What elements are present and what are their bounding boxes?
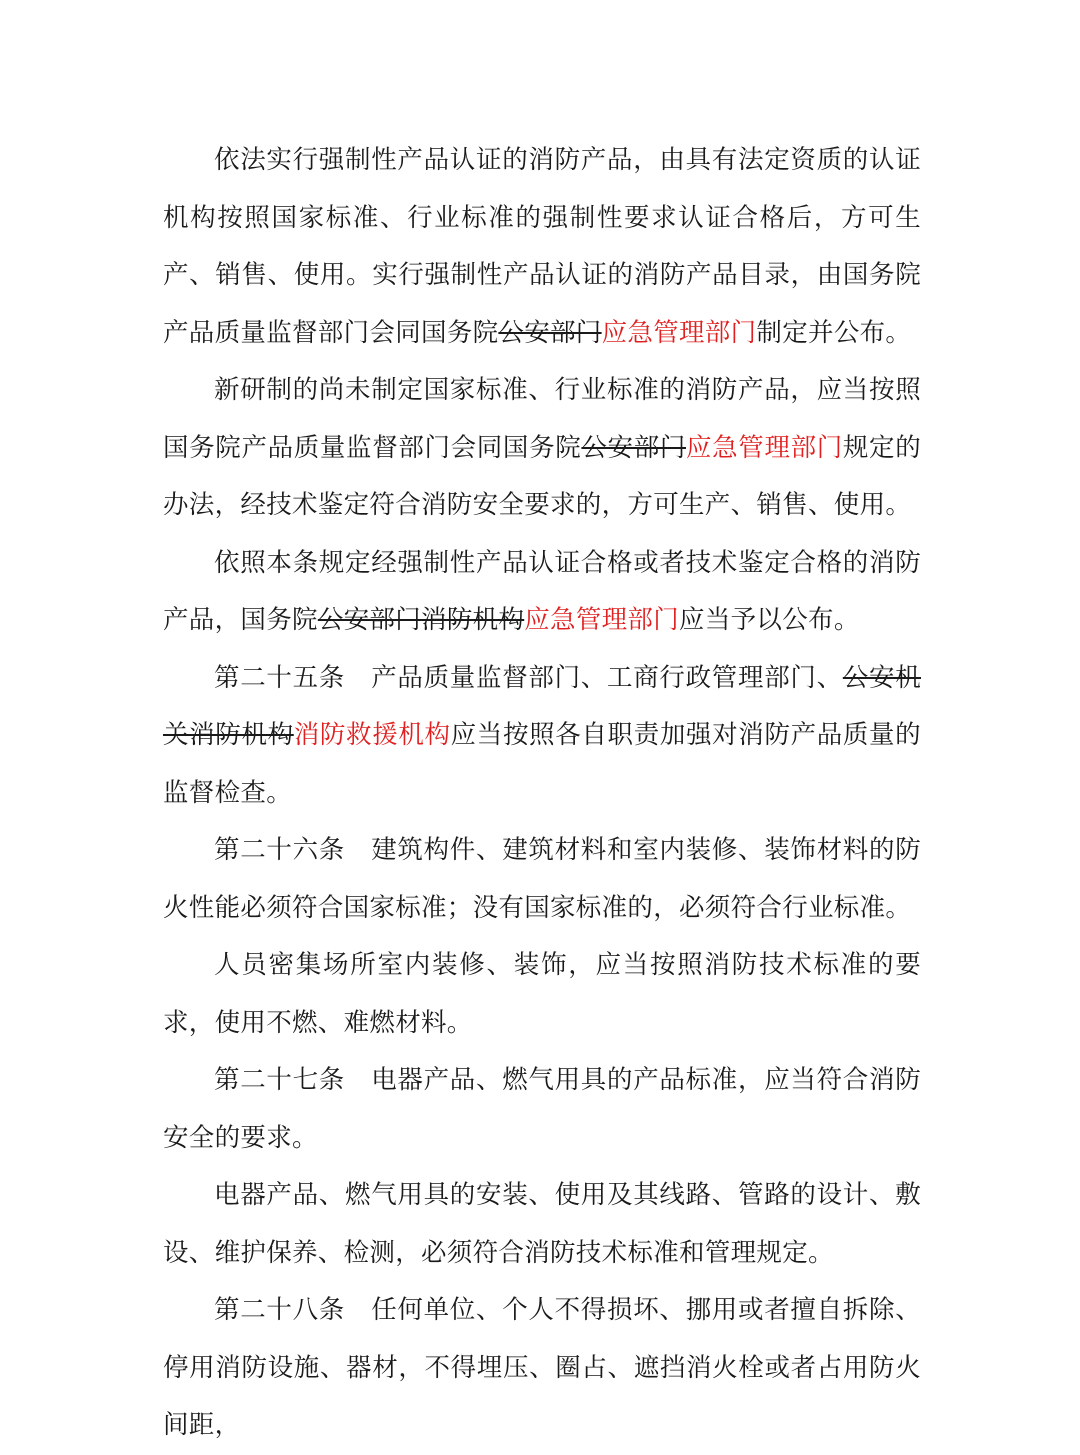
body-text: 第二十五条 产品质量监督部门、工商行政管理部门、 <box>214 662 843 693</box>
body-text: 第二十六条 建筑构件、建筑材料和室内装修、装饰材料的防火性能必须符合国家标准；没有国家标准的，必须符合行业标准。 <box>163 835 921 923</box>
body-text: 制定并公布。 <box>756 317 912 348</box>
paragraph <box>163 535 921 650</box>
inserted-text: 应急管理部门 <box>686 432 843 463</box>
body-text: 第二十八条 任何单位、个人不得损坏、挪用或者擅自拆除、停用消防设施、器材，不得埋压、圈占、遮挡消火栓或者占用防火间距， <box>163 1295 921 1440</box>
deleted-text: 公安部门 <box>498 317 602 348</box>
body-text: 应当予以公布。 <box>679 605 860 635</box>
body-text: 第二十七条 电器产品、燃气用具的产品标准，应当符合消防安全的要求。 <box>163 1065 921 1153</box>
inserted-text: 应急管理部门 <box>524 605 680 635</box>
body-text: 人员密集场所室内装修、装饰，应当按照消防技术标准的要求，使用不燃、难燃材料。 <box>163 950 921 1038</box>
deleted-text: 公安机关消防机构 <box>163 662 921 750</box>
body-text: 新研制的尚未制定国家标准、行业标准的消防产品，应当按照国务院产品质量监督部门会同国务院 <box>163 375 921 463</box>
body-text: 应当按照各自职责加强对消防产品质量的监督检查。 <box>163 720 921 808</box>
inserted-text: 消防救援机构 <box>293 720 451 750</box>
paragraph <box>163 132 921 362</box>
paragraph <box>163 362 921 535</box>
body-text: 依照本条规定经强制性产品认证合格或者技术鉴定合格的消防产品，国务院 <box>163 547 921 635</box>
paragraph <box>163 650 921 823</box>
deleted-text: 公安部门消防机构 <box>317 605 525 635</box>
deleted-text: 公安部门 <box>581 432 686 463</box>
paragraph <box>163 822 921 937</box>
paragraph <box>163 1282 921 1455</box>
body-text: 规定的办法，经技术鉴定符合消防安全要求的，方可生产、销售、使用。 <box>163 432 922 520</box>
document-body <box>163 132 921 1455</box>
body-text: 依法实行强制性产品认证的消防产品，由具有法定资质的认证机构按照国家标准、行业标准的强制性要求认证合格后，方可生产、销售、使用。实行强制性产品认证的消防产品目录，由国务院产品质量监督部门会同国务院 <box>163 145 921 348</box>
body-text: 电器产品、燃气用具的安装、使用及其线路、管路的设计、敷设、维护保养、检测，必须符合消防技术标准和管理规定。 <box>163 1180 921 1268</box>
paragraph <box>163 1167 921 1282</box>
paragraph <box>163 937 921 1052</box>
paragraph <box>163 1052 921 1167</box>
inserted-text: 应急管理部门 <box>601 317 757 348</box>
